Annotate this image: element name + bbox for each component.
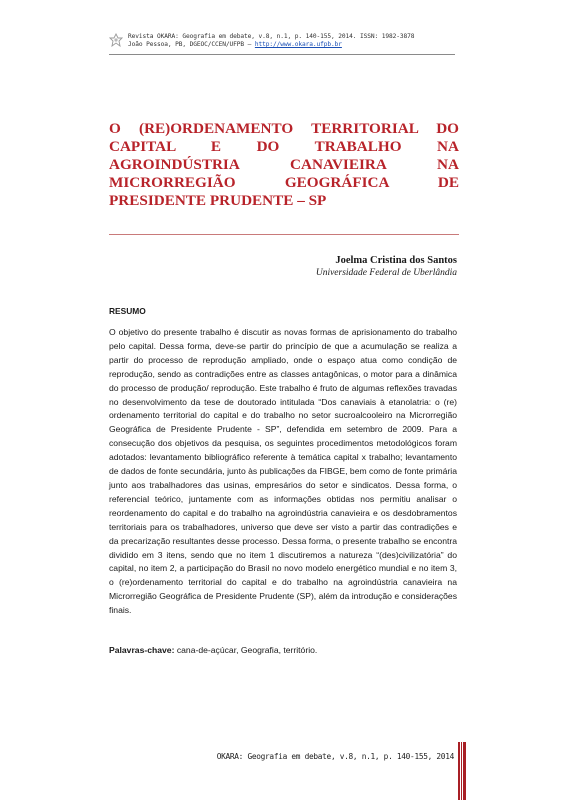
title-line: CAPITAL E DO TRABALHO NA xyxy=(109,138,459,155)
title-line: MICRORREGIÃO GEOGRÁFICA DE xyxy=(109,174,459,191)
abstract-heading: RESUMO xyxy=(109,306,146,316)
author-block xyxy=(316,254,457,279)
journal-address: João Pessoa, PB, DGEOC/CCEN/UFPB – xyxy=(128,41,255,48)
journal-website-link[interactable]: http://www.okara.ufpb.br xyxy=(254,41,342,48)
author-affiliation: Universidade Federal de Uberlândia xyxy=(315,268,457,278)
article-title xyxy=(109,120,459,210)
keywords-text: cana-de-açúcar, Geografia, território. xyxy=(174,645,318,655)
journal-address-line xyxy=(128,41,414,49)
title-divider xyxy=(109,234,459,235)
footer-decorative-bars xyxy=(458,742,468,800)
abstract-text: O objetivo do presente trabalho é discutir as novas formas de aprisionamento do trabalho pelo capital. Dessa forma, deve-se partir do princípio de que a acumulação se realiza a partir do processo de reprodução ampliado, onde o espaço atua como condição de reprodução, sendo as contradições entre as classes antagônicas, o motor para a dinâmica do processo de produção/ reprodução. Este trabalho é fruto de algumas reflexões travadas no desenvolvimento da tese de doutorado intitulada “Dos canaviais à etanolatria: o (re) ordenamento territorial do capital e do trabalho no setor sucroalcooleiro na Microrregião Geográfica de Presidente Prudente - SP”, defendida em setembro de 2009. Para a consecução dos objetivos da pesquisa, os seguintes procedimentos metodológicos foram adotados: levantamento bibliográfico referente à temática capital x trabalho; levantamento de dados de fonte secundária, junto às publicações da FIBGE, bem como de fonte primária junto aos trabalhadores das usinas, empresários do setor e sindicatos. Dessa forma, o referencial teórico, juntamente com as informações obtidas nos permitiu analisar o reordenamento do capital e do trabalho na agroindústria canavieira e os desdobramentos territoriais para os trabalhadores, universo que deve ser visto a partir das contradições e da precarização resultantes desse processo. Dessa forma, o presente trabalho se encontra dividido em 3 itens, sendo que no item 1 discutiremos a natureza “(des)civilizatória” do capital, no item 2, a participação do Brasil no novo modelo energético mundial e no item 3, o (re)ordenamento territorial do capital e do trabalho na agroindústria canavieira na Microrregião Geográfica de Presidente Prudente (SP), além da introdução e considerações finais. xyxy=(109,327,457,616)
header-divider xyxy=(109,54,455,55)
footer-citation: OKARA: Geografia em debate, v.8, n.1, p. 140-155, 2014 xyxy=(216,752,454,761)
author-name: Joelma Cristina dos Santos xyxy=(335,255,457,266)
journal-logo-icon xyxy=(109,33,123,47)
title-line: O (RE)ORDENAMENTO TERRITORIAL DO xyxy=(109,120,459,137)
keywords-label: Palavras-chave: xyxy=(109,645,175,655)
journal-citation-line: Revista OKARA: Geografia em debate, v.8, n.1, p. 140-155, 2014. ISSN: 1982-3878 xyxy=(128,33,415,40)
abstract-body xyxy=(109,326,457,618)
title-line: PRESIDENTE PRUDENTE – SP xyxy=(109,192,327,209)
title-line: AGROINDÚSTRIA CANAVIEIRA NA xyxy=(109,156,459,173)
journal-header xyxy=(128,33,414,49)
keywords xyxy=(109,644,457,656)
